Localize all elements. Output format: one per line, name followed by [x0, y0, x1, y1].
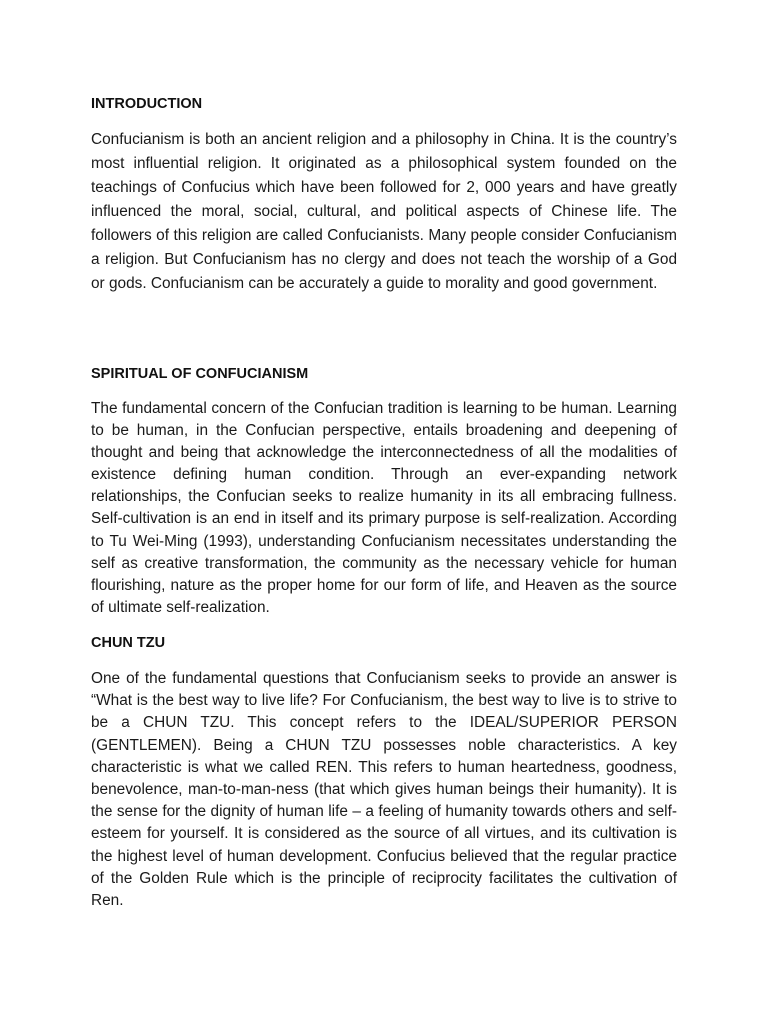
chun-tzu-paragraph: One of the fundamental questions that Confucianism seeks to provide an answer is “What is the best way to live life? For Confucianism, the best way to live is to strive to be a CHUN TZU. This concept refers to the IDEAL/SUPERIOR PERSON (GENTLEMEN). Being a CHUN TZU possesses noble characteristics. A key characteristic is what we called REN. This refers to human heartedness, goodness, benevolence, man-to-man-ness (that which gives human beings their humanity). It is the sense for the dignity of human life – a feeling of humanity towards others and self-esteem for yourself. It is considered as the source of all virtues, and its cultivation is the highest level of human development. Confucius believed that the regular practice of the Golden Rule which is the principle of reciprocity facilitates the cultivation of Ren.	[91, 670, 677, 910]
introduction-heading: INTRODUCTION	[91, 96, 203, 112]
introduction-paragraph: Confucianism is both an ancient religion and a philosophy in China. It is the country’s most influential religion. It originated as a philosophical system founded on the teachings of Confucius which have been followed for 2, 000 years and have greatly influenced the moral, social, cultural, and political aspects of Chinese life. The followers of this religion are called Confucianists. Many people consider Confucianism a religion. But Confucianism has no clergy and does not teach the worship of a God or gods. Confucianism can be accurately a guide to morality and good government.	[91, 131, 677, 292]
chun-tzu-heading: CHUN TZU	[91, 635, 166, 651]
spiritual-paragraph: The fundamental concern of the Confucian tradition is learning to be human. Learning to be human, in the Confucian perspective, entails broadening and deepening of thought and being that acknowledge the interconnectedness of all the modalities of existence defining human condition. Through an ever-expanding network relationships, the Confucian seeks to realize humanity in its all embracing fullness. Self-cultivation is an end in itself and its primary purpose is self-realization. According to Tu Wei-Ming (1993), understanding Confucianism necessitates understanding the self as creative transformation, the community as the necessary vehicle for human flourishing, nature as the proper home for our form of life, and Heaven as the source of ultimate self-realization.	[91, 400, 677, 616]
spiritual-heading: SPIRITUAL OF CONFUCIANISM	[91, 366, 309, 382]
